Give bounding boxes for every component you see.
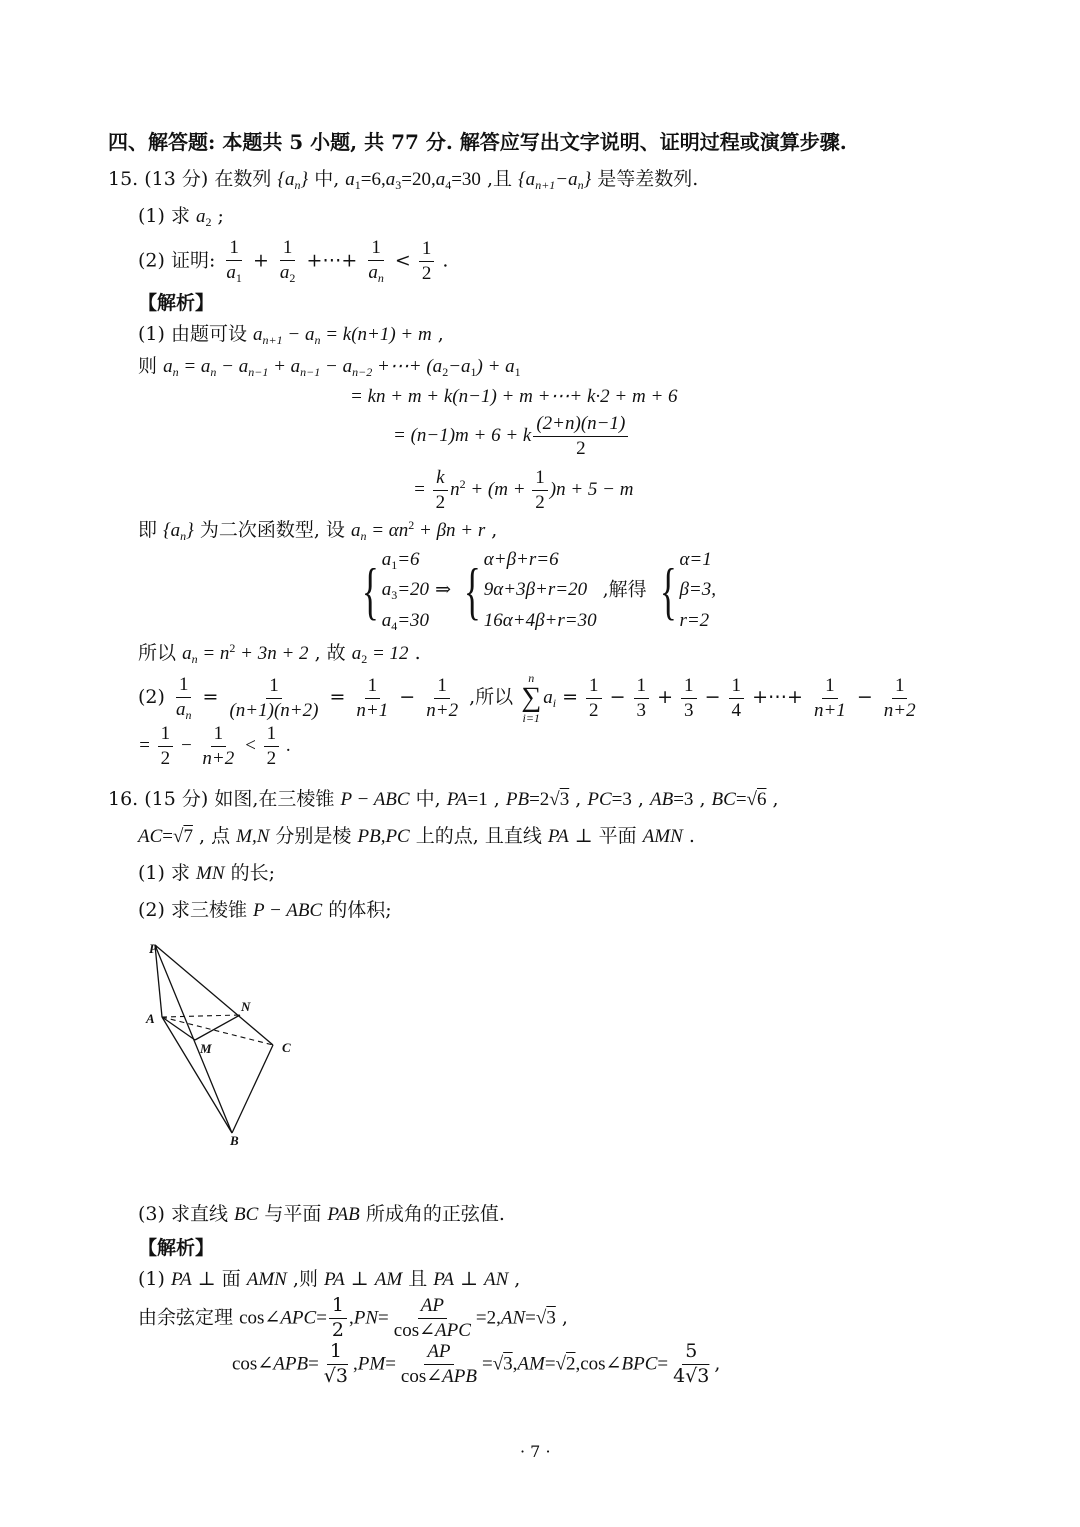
label-P: P — [149, 941, 157, 956]
q15-sol-line8: 所以 $a_n = n^2 + 3n + 2$ , 故 $a_2 = 12$ . — [138, 641, 421, 666]
label-C: C — [282, 1040, 291, 1055]
q15-sol-line4: = (n−1)m + 6 + k $\frac{(2+n)(n-1)}{2}$ — [393, 414, 630, 459]
q15-analysis-label: 【解析】 — [138, 292, 215, 314]
q15-sol-line2: 则 $a_n = a_n - a_{n-1} + a_{n-1} - a_{n-2}$ +⋯+ $(a_2-a_1) + a_1$ — [138, 355, 521, 379]
edge-AB — [162, 1017, 232, 1133]
q16-analysis-label: 【解析】 — [138, 1237, 215, 1259]
q15-part2: (2) 证明: $\frac{1}{a_1}$ + $\frac{1}{a_2}$ +⋯+ $\frac{1}{a_n}$ < $\frac{1}{2}$ . — [138, 237, 449, 285]
q15-sol-line6: 即 $\{a_n\}$ 为二次函数型, 设 $a_n = \alpha n^2 + \beta n + r$ , — [138, 518, 498, 543]
q16-sol-line1: (1) PA ⊥ 面 AMN ,则 PA ⊥ AM 且 PA ⊥ AN , — [138, 1268, 521, 1290]
label-N: N — [241, 999, 251, 1014]
q16-part2: (2) 求三棱锥 P − ABC 的体积; — [138, 899, 392, 921]
label-A: A — [146, 1011, 155, 1026]
q15-sol-system: { $a_1=6$ $a_3=20$ $a_4=30$ ⇒ { α+β+r=6 9α+3β+r=20 16α+4β+r=30 ,解得 { α=1 β=3, r=2 — [361, 549, 716, 633]
q15-sol-line9: (2) $\frac{1}{a_n}$ = $\frac{1}{(n+1)(n+2)}$ = $\frac{1}{n+1}$ − $\frac{1}{n+2}$ ,所以 n ∑ i=1 $a_i$ = $\frac{1}{2}$ − $\frac{1}{3}$ + $\frac{1}{3}$ − $\frac{1}{4}$ +⋯+ $\frac{1}{n+1}$ − $\frac{1}{n+2}$ — [138, 671, 916, 725]
edge-MN — [195, 1015, 240, 1040]
q16-stem: 16. (15 分) 如图,在三棱锥 P − ABC 中, PA=1 , PB=2√3 , PC=3 , AB=3 , BC=√6 , — [108, 788, 779, 810]
q15-part1: (1) 求 $a_2$ ; — [138, 205, 224, 229]
pyramid-figure — [140, 935, 310, 1150]
q16-part3: (3) 求直线 BC 与平面 PAB 所成角的正弦值. — [138, 1203, 505, 1225]
q15-sol-line5: = $\frac{k}{2}$ $n^2 + (m$ + $\frac{1}{2}$ )n + 5 − m — [413, 467, 634, 513]
q16-part1: (1) 求 MN 的长; — [138, 862, 275, 884]
q15-sol-line1: (1) 由题可设 $a_{n+1} - a_n = k(n+1) + m$ , — [138, 323, 444, 347]
label-M: M — [200, 1041, 212, 1056]
q15-stem: 15. (13 分) 在数列 $\{a_n\}$ 中, $a_1=6,a_3=20,a_4=30$ ,且 $\{a_{n+1}-a_n\}$ 是等差数列. — [108, 168, 699, 192]
edge-AN-dashed — [162, 1015, 240, 1017]
edge-AM — [162, 1017, 195, 1040]
q15-sol-line3: = kn + m + k(n−1) + m +⋯+ k·2 + m + 6 — [350, 386, 678, 407]
q16-sol-line2: 由余弦定理 cos∠APC= $\frac{1}{2}$ ,PN= $\frac{AP}{\text{cos∠APC}}$ =2,AN=√3 , — [138, 1294, 568, 1341]
q16-sol-line3: cos∠APB= $\frac{1}{√3}$ ,PM= $\frac{AP}{\text{cos∠APB}}$ =√3,AM=√2,cos∠BPC= $\frac{5}{4√3}$ , — [232, 1340, 721, 1387]
section-header: 四、解答题: 本题共 5 小题, 共 77 分. 解答应写出文字说明、证明过程或演算步骤. — [108, 130, 847, 154]
q15-sol-line10: = $\frac{1}{2}$ − $\frac{1}{n+2}$ < $\frac{1}{2}$ . — [138, 723, 291, 769]
edge-BC — [232, 1045, 273, 1133]
label-B: B — [230, 1133, 239, 1148]
q16-stem-line2: AC=√7 , 点 M,N 分别是棱 PB,PC 上的点, 且直线 PA ⊥ 平面 AMN . — [138, 825, 695, 847]
page-number: · 7 · — [520, 1442, 551, 1461]
